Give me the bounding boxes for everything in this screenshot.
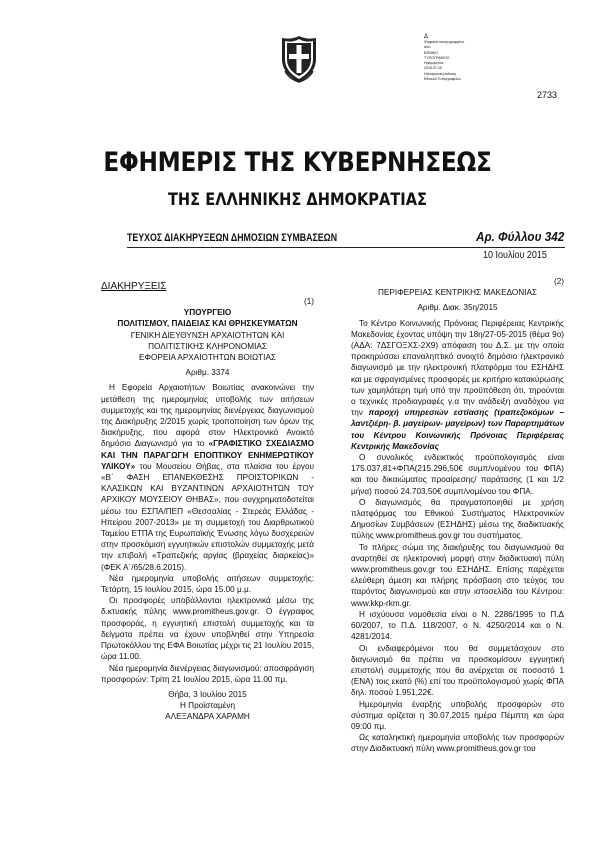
- signature-line: 2015.07.10: [424, 66, 442, 71]
- issue-date: 10 Ιουλίου 2015: [483, 250, 547, 261]
- gazette-title: ΕΦΗΜΕΡΙΣ ΤΗΣ ΚΥΒΕΡΝΗΣΕΩΣ: [103, 147, 492, 178]
- left-column: [101, 280, 314, 723]
- signer-name: ΑΛΕΞΑΝΔΡΑ ΧΑΡΑΜΗ: [165, 712, 250, 722]
- notice-ref: (2): [553, 277, 564, 286]
- section-heading: ΔΙΑΚΗΡΥΞΕΙΣ: [101, 281, 167, 292]
- paragraph-bold-text: «ΓΡΑΦΙΣΤΙΚΟ ΣΧΕΔΙΑΣΜΟ ΚΑΙ ΤΗΝ ΠΑΡΑΓΩΓΗ ΕΠΟΠΤΙΚΟΥ ΕΝΗΜΕΡΩΤΙΚΟΥ ΥΛΙΚΟΥ»: [101, 439, 314, 471]
- signature-line: από: [424, 45, 431, 50]
- paragraph: Το πλήρες σώμα της διακήρυξης του διαγωνισμού θα αναρτηθεί σε ηλεκτρονική μορφή στην διαδικτυακή πύλη www.promitheus.gov.gr του ΕΣΗΔΗΣ. Επίσης παρέχεται ελεύθερη άμεση και πλήρης πρόσβαση στο τεύχος του παρόντος διαγωνισμού και στην ιστοσελίδα του Κέντρου: www.kkp-rkm.gr.: [351, 542, 564, 608]
- paragraph: [101, 382, 314, 572]
- signature-line: Δ: [424, 34, 429, 40]
- notice-ref: (1): [303, 297, 314, 306]
- paragraph: Οι ενδιαφερόμενοι που θα συμμετάσχουν στο διαγωνισμό θα πρέπει να προσκομίσουν εγγυητική επιστολή συμμετοχής που θα ανέρχεται σε ποσοστό 1 (ΕΝΑ) τοις εκατό (%) επί του προϋπολογισμού χωρίς ΦΠΑ δηλ. ποσού 1.951,22€.: [351, 643, 564, 698]
- greek-state-emblem: [279, 35, 319, 83]
- paragraph-text: Το Κέντρο Κοινωνικής Πρόνοιας Περιφέρειας Κεντρικής Μακεδονίας έχοντας υπόψη την 18η/27-05-2015 (θέμα 9ο) (ΑΔΑ: 7ΔΣΓΟΞΧΣ-2Χ9) απόφαση του Δ.Σ. με την οποία προκηρύσσει επαναληπτικό ανοιχτό δημόσιο ηλεκτρονικό διαγωνισμό με την ηλεκτρονική πλατφόρμα του ΕΣΗΔΗΣ και με σφραγισμένες προσφορές με κριτήριο κατακύρωσης των χαμηλότερη τιμή υπό την προϋπόθεση ότι, τηρούνται ο τεχνικές προδιαγραφές γ.α την ανάδειξη αναδόχου για την: [351, 318, 564, 418]
- gazette-subtitle: ΤΗΣ ΕΛΛΗΝΙΚΗΣ ΔΗΜΟΚΡΑΤΙΑΣ: [167, 190, 428, 210]
- org-line: ΠΟΛΙΤΙΣΜΟΥ, ΠΑΙΔΕΙΑΣ ΚΑΙ ΘΡΗΣΚΕΥΜΑΤΩΝ: [117, 319, 298, 329]
- paragraph: [351, 318, 564, 452]
- paragraph-bold-text: παροχή υπηρεσιών εστίασης (τραπεζοκόμων – λαντζιέρη- β. μαγείρων- μαγείρων) των Παραρτημάτων του Κέντρου Κοινωνικής Πρόνοιας Περιφέρειας Κεντρικής Μακεδονίας: [351, 408, 564, 451]
- org-line: ΓΕΝΙΚΗ ΔΙΕΥΘΥΝΣΗ ΑΡΧΑΙΟΤΗΤΩΝ ΚΑΙ: [130, 330, 285, 340]
- org-line: ΠΟΛΙΤΙΣΤΙΚΗΣ ΚΛΗΡΟΝΟΜΙΑΣ: [148, 341, 267, 351]
- paragraph-text: του Μουσείου Θήβας, στα πλαίσια του έργου «Β΄ ΦΑΣΗ ΕΠΑΝΕΚΘΕΣΗΣ ΠΡΟΙΣΤΟΡΙΚΩΝ - ΚΛΑΣΙΚΩΝ ΚΑΙ ΒΥΖΑΝΤΙΝΩΝ ΑΡΧΑΙΟΤΗΤΩΝ ΤΟΥ ΑΡΧΙΚΟΥ ΜΟΥΣΕΙΟΥ ΘΗΒΑΣ», που συγχρηματοδοτείται μέσω του ΕΣΠΑ/ΠΕΠ «Θεσσαλίας - Στερεάς Ελλάδας - Ηπείρου 2007-2013» με τη συμμετοχή του Διαρθρωτικού Ταμείου ΕΤΠΑ της Ευρωπαϊκής Ένωσης λόγω δυσχερειών στην προσκόμιση εγγυητικών επιστολών συμμετοχής μετά την επιβολή «Τραπεζικής αργίας (βραχείας διαρκείας)» (ΦΕΚ Α΄/65/28.6.2015).: [101, 461, 314, 572]
- paragraph: Ο διαγωνισμός θα πραγματοποιηθεί με χρήση πλατφόρμας του Εθνικού Συστήματος Ηλεκτρονικών Δημοσίων Συμβάσεων (ΕΣΗΔΗΣ) μέσω της διαδικτυακής πύλης www.promitheus.gov.gr του συστήματος.: [351, 497, 564, 541]
- paragraph: Ως καταληκτική ημερομηνία υποβολής των προσφορών στην Διαδικτυακή πύλη www.promitheus.gov.gr του: [351, 733, 564, 754]
- paragraph: Νέα ημερομηνία διενέργειας διαγωνισμού: αποσφράγιση προσφορών: Τρίτη 21 Ιουλίου 2015, ώρα 11.00 πμ.: [101, 663, 314, 684]
- signer-role: Η Προϊσταμένη: [179, 701, 236, 711]
- digital-signature-box: [424, 34, 476, 82]
- paragraph-text: Η Εφορεία Αρχαιοτήτων Βοιωτίας ανακοινώνει την μετάθεση της ημερομηνίας υποβολής των αιτήσεων συμμετοχής και της ημερομηνίας διενέργειας διαγωνισμού της Διακήρυξης 2/2015 χωρίς τροποποίηση των όρων της διακήρυξης, που αφορά στον Ηλεκτρονικό Ανοικτό δημόσιο Διαγωνισμό για το: [101, 383, 314, 449]
- signature-line: ΤΥΠΟΓΡΑΦΕΙΟ: [424, 55, 450, 60]
- paragraph: Οι προσφορές υποβάλλονται ηλεκτρονικά μέσω της δ.κτυακής πύλης www.promitheus.gov.gr. Ο έγγραφος προσφοράς, η εγγυητική επιστολή συμμετοχής και τα δείγματα πρέπει να έχουν υποβληθεί στην Υπηρεσία Πρωτοκόλλου της ΕΦΑ Βοιωτίας μέχρι τις 21 Ιουλίου 2015, ώρα 11.00.: [101, 596, 314, 662]
- org-line: ΠΕΡΙΦΕΡΕΙΑΣ ΚΕΝΤΡΙΚΗΣ ΜΑΚΕΔΟΝΙΑΣ: [378, 288, 537, 298]
- header-divider: [127, 247, 565, 248]
- paragraph: Ημερομηνία έναρξης υποβολής προσφορών στο σύστημα ορίζεται η 30.07.2015 ημέρα Πέμπτη και ώρα 09:00 πμ.: [351, 699, 564, 731]
- signature-line: Ηλεκτρονική έκδοση: [424, 71, 457, 76]
- signature-line: ΕΘΝΙΚΟ: [424, 50, 438, 55]
- issue-type: ΤΕΥΧΟΣ ΔΙΑΚΗΡΥΞΕΩΝ ΔΗΜΟΣΙΩΝ ΣΥΜΒΑΣΕΩΝ: [127, 232, 338, 244]
- paragraph: Η ισχύουσα νομοθεσία είναι ο Ν. 2286/1995 το Π.Δ 60/2007, το Π.Δ. 118/2007, ο Ν. 4250/2014 και ο Ν. 4281/2014.: [351, 609, 564, 642]
- paragraph: Νέα ημερομηνία υποβολής αιτήσεων συμμετοχής: Τετάρτη, 15 Ιουλίου 2015, ώρα 15.00 μ.μ.: [101, 573, 314, 595]
- page-number: 2733: [537, 90, 558, 100]
- paragraph: Ο συνολικός ενδεικτικός προϋπολογισμός είναι 175.037,81+ΦΠΑ(215.296,50€ συμπ/νομένου του ΦΠΑ) και του δικαιώματος προαίρεσης/ παράτασης (1 και 1/2 μήνα) ποσού 24.703,50€ συμπ/νομένου του ΦΠΑ.: [351, 453, 564, 496]
- org-line: ΕΦΟΡΕΙΑ ΑΡΧΑΙΟΤΗΤΩΝ ΒΟΙΩΤΙΑΣ: [139, 353, 276, 363]
- place-date: Θήβα, 3 Ιουλίου 2015: [168, 689, 247, 699]
- right-column: [351, 278, 564, 755]
- protocol-number: Αριθμ. 3374: [185, 368, 230, 378]
- signature-line: Εθνικού Τυπογραφείου: [424, 77, 461, 82]
- org-line: ΥΠΟΥΡΓΕΙΟ: [183, 308, 232, 318]
- protocol-number: Αριθμ. Διακ. 35η/2015: [417, 303, 498, 313]
- signature-line: Ψηφιακά υπογεγραμμένο: [424, 40, 465, 44]
- signature-line: Ημερομηνία:: [424, 61, 445, 66]
- issue-number: Αρ. Φύλλου 342: [476, 229, 565, 244]
